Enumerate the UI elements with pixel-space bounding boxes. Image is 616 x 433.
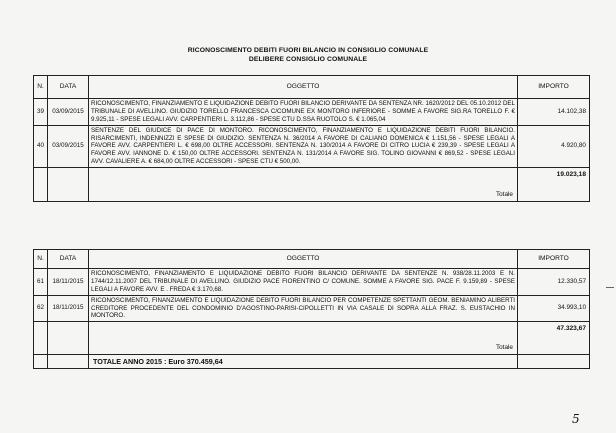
table-row — [34, 269, 590, 296]
row-number: 39 — [34, 99, 48, 126]
col-header-n: N. — [34, 76, 48, 99]
row-date: 18/11/2015 — [48, 295, 89, 322]
debts-table-2 — [33, 249, 590, 369]
year-total: TOTALE ANNO 2015 : Euro 370.459,64 — [89, 355, 518, 369]
total-value: 47.323,67 — [518, 322, 590, 355]
col-header-data: DATA — [48, 76, 89, 99]
total-row — [34, 168, 590, 202]
row-amount: 12.330,57 — [518, 269, 590, 296]
row-amount: 4.920,80 — [518, 125, 590, 167]
row-date: 03/09/2015 — [48, 99, 89, 126]
table-header-row — [34, 250, 590, 269]
total-row — [34, 322, 590, 355]
document-subtitle: DELIBERE CONSIGLIO COMUNALE — [248, 56, 368, 63]
row-subject: SENTENZE DEL GIUDICE DI PACE DI MONTORO. RICONOSCIMENTO, FINANZIAMENTO E LIQUIDAZIONE DEBITI FUORI BILANCIO. RISARCIMENTI, INDENNIZZI E SPESE DI GIUDIZIO. SENTENZA N. 36/2014 A FAVORE DI CALIANO DOMENICA € 1.151,56 - SPESE LEGALI A FAVORE AVV. CARPENTIERI L. € 698,00 OLTRE ACCESSORI. SENTENZA N. 130/2014 A FAVORE DI CITRO LUCIA € 239,39 - SPESE LEGALI A FAVORE AVV. IANNONE D. € 150,00 OLTRE ACCESSORI. SENTENZA N. 131/2014 A FAVORE SIG. TOLINO GIOVANNI € 869,52 - SPESE LEGALI AVV. CAVALIERE A. € 684,00 OLTRE ACCESSORI - SPESE CTU € 500,00. — [89, 125, 518, 167]
year-total-row — [34, 355, 590, 369]
table-row — [34, 99, 590, 126]
table-row — [34, 295, 590, 322]
margin-mark — [606, 287, 614, 288]
row-subject: RICONOSCIMENTO, FINANZIAMENTO E LIQUIDAZIONE DEBITO FUORI BILANCIO DERIVANTE DA SENTENZE N. 938/28.11.2003 E N. 1744/12.11.2007 DEL TRIBUNALE DI AVELLINO. GIUDIZIO PACE FIORENTINO C/ COMUNE. SOMME A FAVORE SIG. PACE F. 9.159,89 - SPESE LEGALI A FAVORE AVV. E . FREDA € 3.170,68. — [89, 269, 518, 296]
row-subject: RICONOSCIMENTO, FINANZIAMENTO E LIQUIDAZIONE DEBITO FUORI BILANCIO DERIVANTE DA SENTENZA NR. 1620/2012 DEL 05.10.2012 DEL TRIBUNALE DI AVELLINO. GIUDIZIO TORELLO FRANCESCA C/COMUNE EX MONTORO INFERIORE - SOMME A FAVORE SIG.RA TORELLO F. € 9.925,11 - SPESE LEGALI AVV. CARPENTIERI L. 3.112,86 - SPESE CTU D.SSA RUOTOLO S. € 1.065,04 — [89, 99, 518, 126]
row-number: 62 — [34, 295, 48, 322]
row-subject: RICONOSCIMENTO, FINANZIAMENTO E LIQUIDAZIONE DEBITO FUORI BILANCIO PER COMPETENZE SPETTANTI GEOM. BENIAMINO ALIBERTI CREDITORE PROCEDENTE DEL CONDOMINIO D'AGOSTINO-PARISI-CIPOLLETTI IN VIA CASALE DI SOPRA ALLA FRAZ. S. EUSTACHIO IN MONTORO. — [89, 295, 518, 322]
row-date: 18/11/2015 — [48, 269, 89, 296]
table-row — [34, 125, 590, 167]
total-label: Totale — [89, 168, 518, 202]
table-header-row — [34, 76, 590, 99]
row-date: 03/09/2015 — [48, 125, 89, 167]
row-number: 40 — [34, 125, 48, 167]
page-number: 5 — [572, 412, 580, 426]
col-header-data: DATA — [48, 250, 89, 269]
row-amount: 14.102,38 — [518, 99, 590, 126]
row-number: 61 — [34, 269, 48, 296]
col-header-importo: IMPORTO — [518, 76, 590, 99]
col-header-importo: IMPORTO — [518, 250, 590, 269]
col-header-n: N. — [34, 250, 48, 269]
total-label: Totale — [89, 322, 518, 355]
total-value: 19.023,18 — [518, 168, 590, 202]
document-title: RICONOSCIMENTO DEBITI FUORI BILANCIO IN CONSIGLIO COMUNALE — [187, 47, 429, 54]
col-header-oggetto: OGGETTO — [89, 76, 518, 99]
row-amount: 34.993,10 — [518, 295, 590, 322]
col-header-oggetto: OGGETTO — [89, 250, 518, 269]
debts-table-1 — [33, 75, 590, 202]
